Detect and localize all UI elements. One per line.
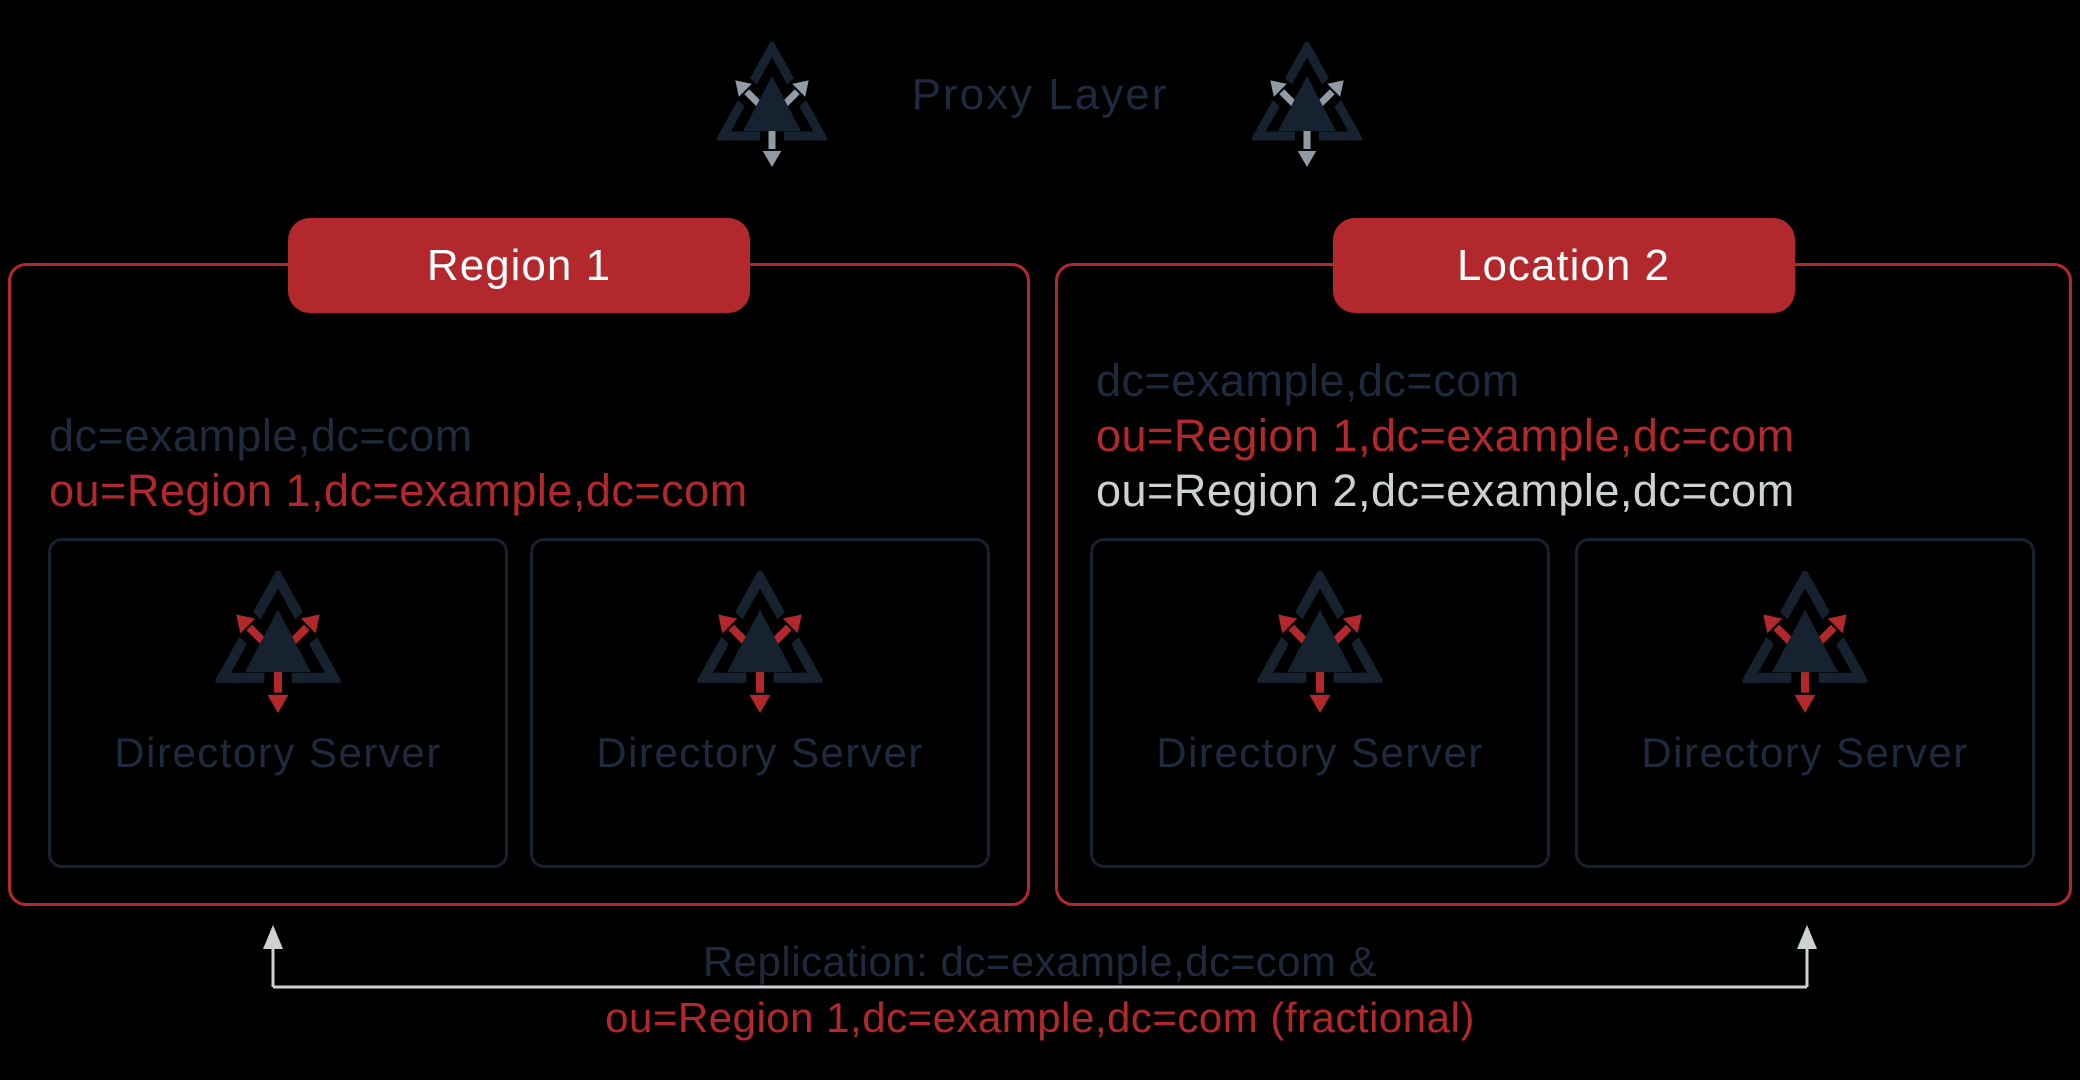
- location-2-badge: Location 2: [1333, 218, 1795, 313]
- directory-server-box: [530, 538, 990, 868]
- dn-line: ou=Region 1,dc=example,dc=com: [49, 465, 748, 516]
- region-1-badge: Region 1: [288, 218, 750, 313]
- directory-server-hub-icon: [214, 571, 342, 721]
- directory-server-box: [1090, 538, 1550, 868]
- dn-line: dc=example,dc=com: [49, 410, 473, 461]
- directory-server-hub-icon: [1741, 571, 1869, 721]
- proxy-layer-label: Proxy Layer: [911, 70, 1169, 119]
- location-2-box: [1055, 240, 2072, 906]
- location-2-dn-list: [1096, 353, 1795, 518]
- dn-line: ou=Region 1,dc=example,dc=com: [1096, 410, 1795, 461]
- directory-server-hub-icon: [1256, 571, 1384, 721]
- dn-line: dc=example,dc=com: [1096, 355, 1520, 406]
- directory-server-box: [1575, 538, 2035, 868]
- up-arrowhead-left: [263, 925, 283, 949]
- directory-server-label: Directory Server: [1641, 729, 1969, 776]
- dn-line: ou=Region 2,dc=example,dc=com: [1096, 465, 1795, 516]
- directory-server-label: Directory Server: [114, 729, 442, 776]
- replication-caption-line2: ou=Region 1,dc=example,dc=com (fractional): [605, 994, 1475, 1041]
- directory-server-label: Directory Server: [596, 729, 924, 776]
- directory-server-hub-icon: [696, 571, 824, 721]
- replication-caption-line1: Replication: dc=example,dc=com &: [702, 938, 1378, 985]
- region-1-dn-list: [49, 408, 748, 518]
- proxy-hub-icon: [1251, 42, 1363, 174]
- up-arrowhead-right: [1797, 925, 1817, 949]
- directory-server-box: [48, 538, 508, 868]
- region-1-box: [8, 240, 1030, 906]
- proxy-hub-icon: [716, 42, 828, 174]
- directory-server-label: Directory Server: [1156, 729, 1484, 776]
